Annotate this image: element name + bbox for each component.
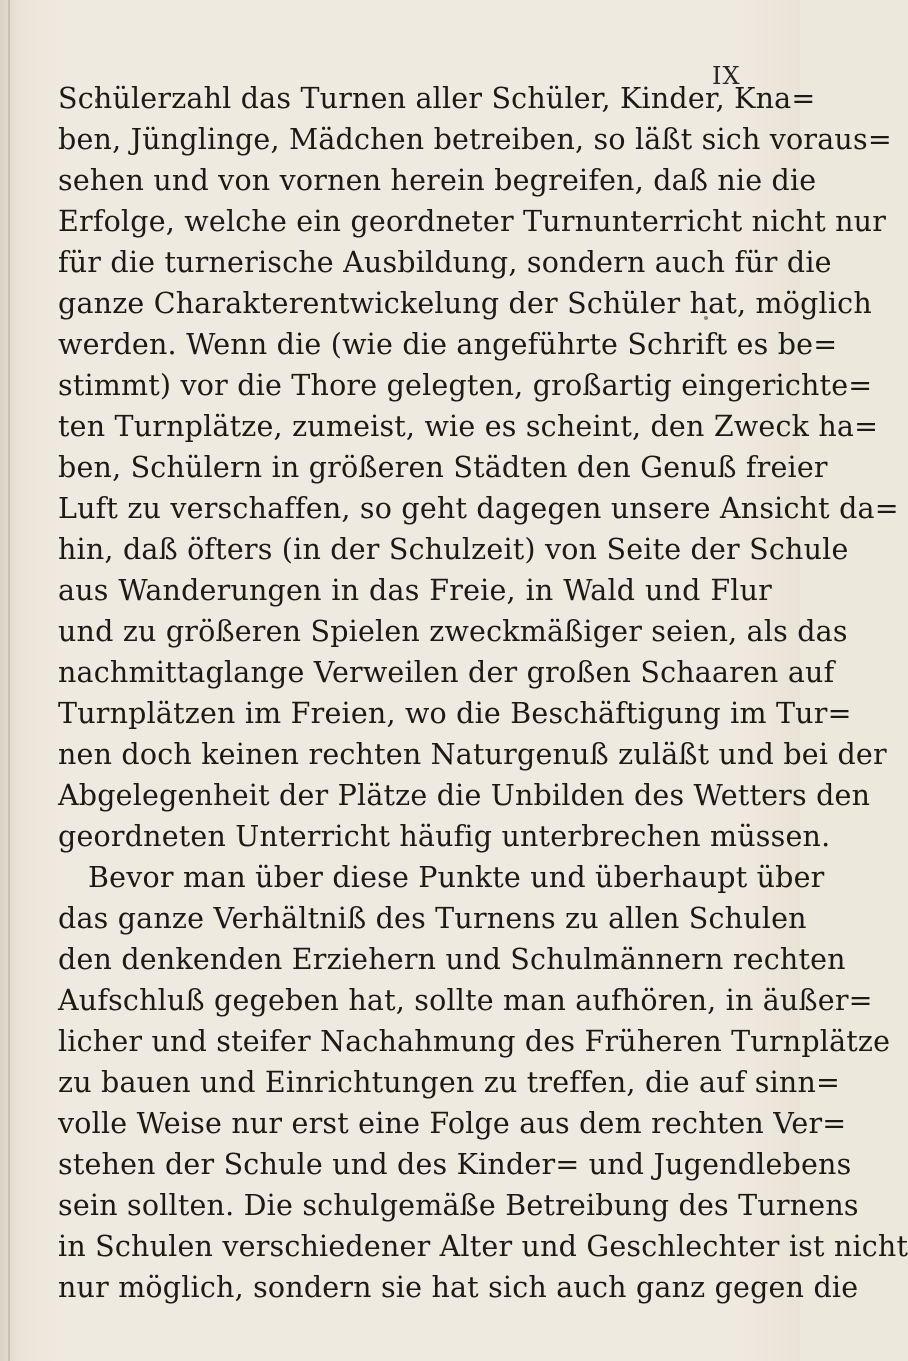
text-line: nachmittaglange Verweilen der großen Schaaren auf <box>58 656 835 689</box>
text-line: hin, daß öfters (in der Schulzeit) von Seite der Schule <box>58 533 849 566</box>
text-line: licher und steifer Nachahmung des Früheren Turnplätze <box>58 1025 891 1058</box>
text-line: ben, Jünglinge, Mädchen betreiben, so läßt sich voraus= <box>58 123 892 156</box>
text-line: Luft zu verschaffen, so geht dagegen unsere Ansicht da= <box>58 492 899 525</box>
text-line: ben, Schülern in größeren Städten den Genuß freier <box>58 451 828 484</box>
text-line: Schülerzahl das Turnen aller Schüler, Kinder, Kna= <box>58 82 816 115</box>
text-line: werden. Wenn die (wie die angeführte Schrift es be= <box>58 328 838 361</box>
text-line: aus Wanderungen in das Freie, in Wald und Flur <box>58 574 772 607</box>
text-line: Bevor man über diese Punkte und überhaupt über <box>88 861 825 894</box>
text-line: und zu größeren Spielen zweckmäßiger seien, als das <box>58 615 848 648</box>
text-line: Abgelegenheit der Plätze die Unbilden des Wetters den <box>58 779 871 812</box>
text-line: stehen der Schule und des Kinder= und Jugendlebens <box>58 1148 852 1181</box>
text-line: volle Weise nur erst eine Folge aus dem rechten Ver= <box>58 1107 847 1140</box>
text-line: ten Turnplätze, zumeist, wie es scheint, den Zweck ha= <box>58 410 879 443</box>
text-line: geordneten Unterricht häufig unterbrechen müssen. <box>58 820 831 853</box>
text-line: das ganze Verhältniß des Turnens zu allen Schulen <box>58 902 807 935</box>
text-line: sein sollten. Die schulgemäße Betreibung des Turnens <box>58 1189 859 1222</box>
text-line: nen doch keinen rechten Naturgenuß zuläßt und bei der <box>58 738 887 771</box>
text-line: zu bauen und Einrichtungen zu treffen, die auf sinn= <box>58 1066 841 1099</box>
text-line: Aufschluß gegeben hat, sollte man aufhören, in äußer= <box>58 984 873 1017</box>
text-line: Erfolge, welche ein geordneter Turnunterricht nicht nur <box>58 205 887 238</box>
page-number: IX <box>712 62 741 90</box>
text-line: nur möglich, sondern sie hat sich auch ganz gegen die <box>58 1271 859 1304</box>
text-line: ganze Charakterentwickelung der Schüler hat, möglich <box>58 287 872 320</box>
text-line: in Schulen verschiedener Alter und Geschlechter ist nicht <box>58 1230 908 1263</box>
text-line: für die turnerische Ausbildung, sondern auch für die <box>58 246 832 279</box>
text-line: Turnplätzen im Freien, wo die Beschäftigung im Tur= <box>58 697 852 730</box>
text-line: den denkenden Erziehern und Schulmännern rechten <box>58 943 846 976</box>
text-line: sehen und von vornen herein begreifen, daß nie die <box>58 164 817 197</box>
text-line: stimmt) vor die Thore gelegten, großartig eingerichte= <box>58 369 873 402</box>
page-gutter-edge <box>8 0 10 1361</box>
